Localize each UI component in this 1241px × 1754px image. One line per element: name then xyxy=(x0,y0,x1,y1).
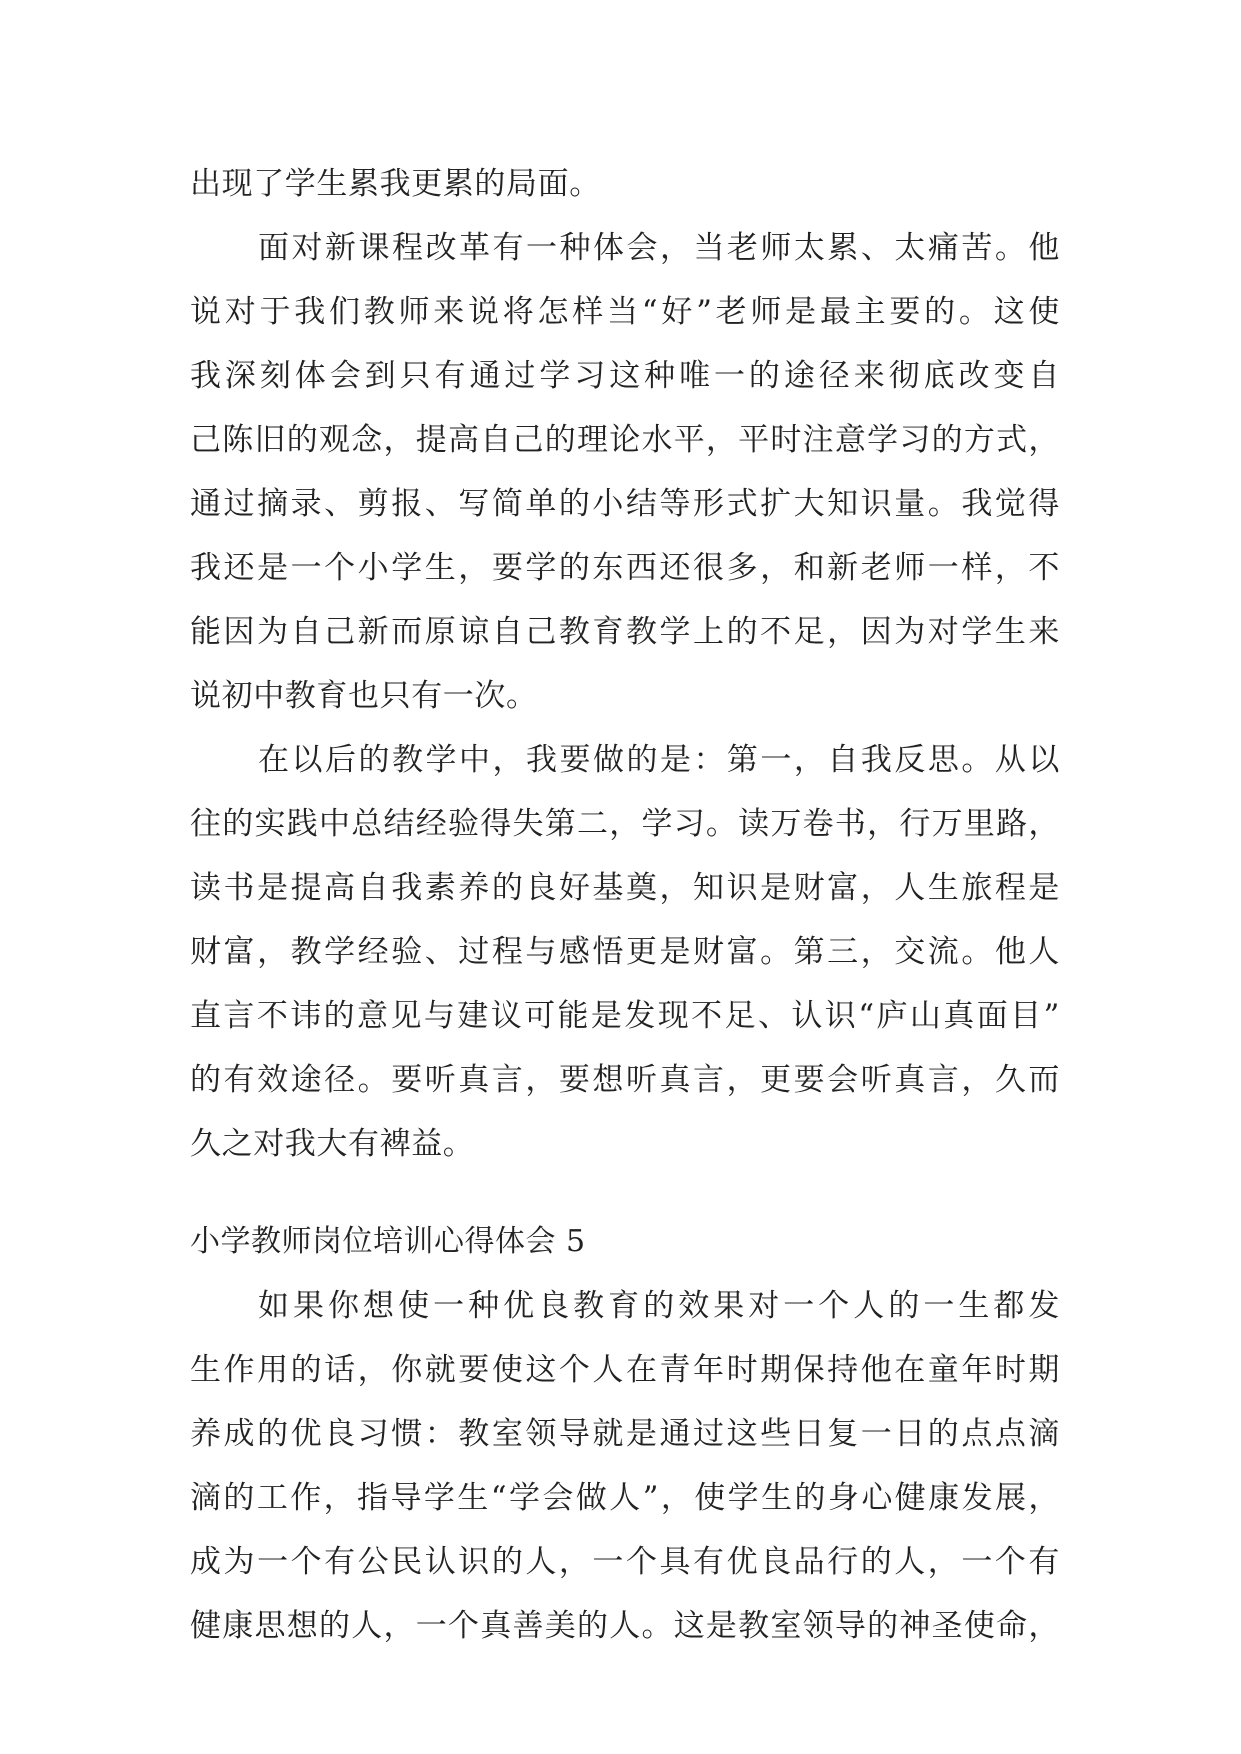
paragraph-line: 在以后的教学中，我要做的是：第一，自我反思。从以 xyxy=(258,742,1060,778)
paragraph-line: 往的实践中总结经验得失第二，学习。读万卷书，行万里路， xyxy=(190,806,1060,842)
paragraph-line: 能因为自己新而原谅自己教育教学上的不足，因为对学生来 xyxy=(190,614,1060,650)
paragraph-line: 说初中教育也只有一次。 xyxy=(190,678,538,714)
paragraph-line: 说对于我们教师来说将怎样当“好”老师是最主要的。这使 xyxy=(190,294,1060,330)
paragraph-line: 己陈旧的观念，提高自己的理论水平，平时注意学习的方式， xyxy=(190,422,1060,458)
paragraph-line: 成为一个有公民认识的人，一个具有优良品行的人，一个有 xyxy=(190,1544,1060,1580)
paragraph-line: 直言不讳的意见与建议可能是发现不足、认识“庐山真面目” xyxy=(190,998,1060,1034)
paragraph-line: 出现了学生累我更累的局面。 xyxy=(190,166,601,202)
paragraph-line: 如果你想使一种优良教育的效果对一个人的一生都发 xyxy=(258,1288,1060,1324)
paragraph-line: 生作用的话，你就要使这个人在青年时期保持他在童年时期 xyxy=(190,1352,1060,1388)
paragraph-line: 健康思想的人，一个真善美的人。这是教室领导的神圣使命， xyxy=(190,1608,1060,1644)
paragraph-line: 面对新课程改革有一种体会，当老师太累、太痛苦。他 xyxy=(258,230,1060,266)
paragraph-line: 财富，教学经验、过程与感悟更是财富。第三，交流。他人 xyxy=(190,934,1060,970)
paragraph-line: 读书是提高自我素养的良好基奠，知识是财富，人生旅程是 xyxy=(190,870,1060,906)
paragraph-line: 的有效途径。要听真言，要想听真言，更要会听真言，久而 xyxy=(190,1062,1060,1098)
paragraph-line: 我还是一个小学生，要学的东西还很多，和新老师一样，不 xyxy=(190,550,1060,586)
paragraph-line: 滴的工作，指导学生“学会做人”，使学生的身心健康发展， xyxy=(190,1480,1060,1516)
paragraph-line: 我深刻体会到只有通过学习这种唯一的途径来彻底改变自 xyxy=(190,358,1060,394)
paragraph-line: 久之对我大有裨益。 xyxy=(190,1126,475,1162)
paragraph-line: 通过摘录、剪报、写简单的小结等形式扩大知识量。我觉得 xyxy=(190,486,1060,522)
section-title: 小学教师岗位培训心得体会 5 xyxy=(190,1224,586,1259)
paragraph-line: 养成的优良习惯：教室领导就是通过这些日复一日的点点滴 xyxy=(190,1416,1060,1452)
